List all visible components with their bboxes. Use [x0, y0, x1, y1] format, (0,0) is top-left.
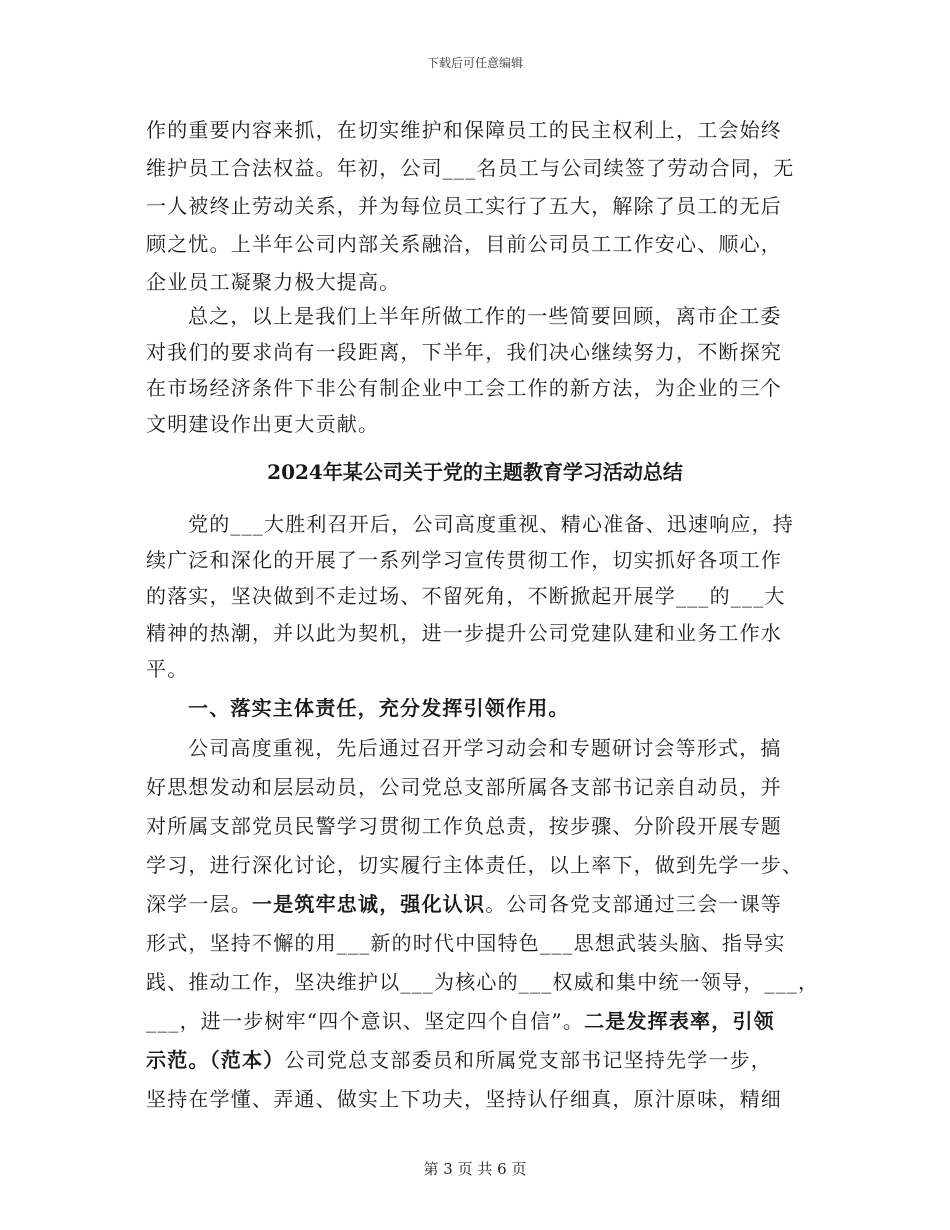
page-footer: 第 3 页 共 6 页: [423, 1160, 527, 1178]
body-line: 对我们的要求尚有一段距离，下半年，我们决心继续努力，不断探究: [146, 340, 782, 364]
body-line: [146, 1005, 775, 1034]
body-line: 作的重要内容来抓，在切实维护和保障员工的民主权利上，工会始终: [146, 118, 782, 142]
bold-point-2: 二是发挥表率，引领: [584, 1009, 775, 1033]
bold-point-2-cont: 示范。（范本）: [146, 1048, 285, 1072]
body-line: 的落实，坚决做到不走过场、不留死角，不断掀起开展学___的___大: [146, 584, 786, 608]
page-header: 下载后可任意编辑: [426, 56, 523, 70]
body-text: ___，进一步树牢“四个意识、坚定四个自信”。: [146, 1009, 585, 1033]
bold-point-1: 一是筑牢忠诚，强化认识: [252, 892, 486, 916]
body-line: 在市场经济条件下非公有制企业中工会工作的新方法，为企业的三个: [146, 376, 782, 400]
body-line: 续广泛和深化的开展了一系列学习宣传贯彻工作，切实抓好各项工作: [146, 548, 782, 572]
body-line: 对所属支部党员民警学习贯彻工作负总责，按步骤、分阶段开展专题: [146, 814, 782, 838]
body-line: [146, 1044, 772, 1073]
body-line: 精神的热潮，并以此为契机，进一步提升公司党建队建和业务工作水: [146, 621, 782, 645]
body-text: 深学一层。: [146, 892, 252, 916]
body-line: 践、推动工作，坚决维护以___为核心的___权威和集中统一领导，___，: [146, 970, 820, 994]
body-line: 一人被终止劳动关系，并为每位员工实行了五大，解除了员工的无后: [146, 194, 782, 218]
body-text: 公司党总支部委员和所属党支部书记坚持先学一步，: [284, 1048, 773, 1072]
body-line: 文明建设作出更大贡献。: [146, 412, 380, 436]
section-heading: 一、落实主体责任，充分发挥引领作用。: [188, 696, 570, 720]
body-line: [146, 888, 782, 917]
body-line: 好思想发动和层层动员，公司党总支部所属各支部书记亲自动员，并: [146, 775, 782, 799]
article-title: 2024年某公司关于党的主题教育学习活动总结: [267, 460, 683, 484]
body-line: 维护员工合法权益。年初，公司___名员工与公司续签了劳动合同，无: [146, 156, 795, 180]
body-line: 公司高度重视，先后通过召开学习动会和专题研讨会等形式，搞: [188, 736, 782, 760]
body-line: 总之，以上是我们上半年所做工作的一些简要回顾，离市企工委: [188, 304, 782, 328]
body-line: 顾之忧。上半年公司内部关系融洽，目前公司员工工作安心、顺心，: [146, 232, 782, 256]
body-text: 。公司各党支部通过三会一课等: [485, 892, 783, 916]
body-line: 形式，坚持不懈的用___新的时代中国特色___思想武装头脑、指导实: [146, 931, 786, 955]
body-line: 平。: [146, 657, 189, 681]
body-line: 坚持在学懂、弄通、做实上下功夫，坚持认仔细真，原汁原味，精细: [146, 1087, 782, 1111]
body-line: 企业员工凝聚力极大提高。: [146, 270, 401, 294]
body-line: 党的___大胜利召开后，公司高度重视、精心准备、迅速响应，持: [188, 512, 794, 536]
body-line: 学习，进行深化讨论，切实履行主体责任，以上率下，做到先学一步、: [146, 853, 804, 877]
